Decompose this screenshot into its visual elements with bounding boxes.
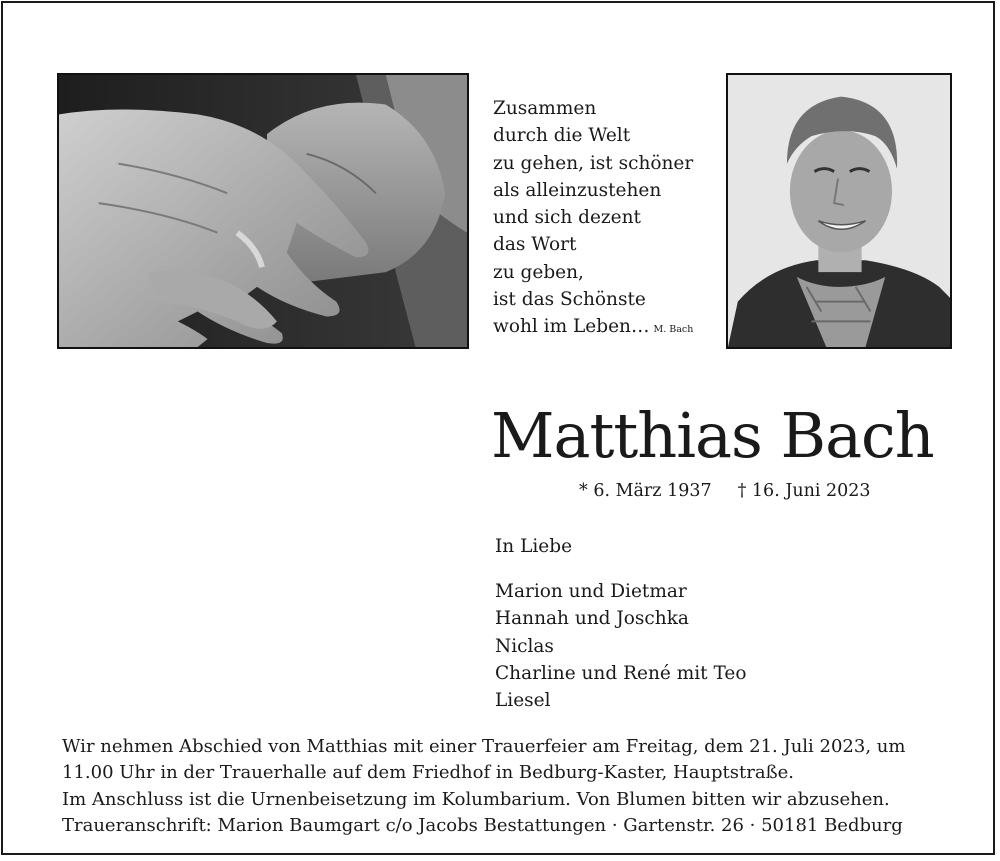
mourners-list: [495, 578, 746, 714]
poem-line: zu gehen, ist schöner: [493, 152, 694, 174]
poem-line: zu geben,: [493, 261, 584, 283]
poem-line: und sich dezent: [493, 207, 641, 229]
notice-line: Wir nehmen Abschied von Matthias mit einer Trauerfeier am Freitag, dem 21. Juli 2023, um: [62, 736, 906, 757]
obituary-card: [1, 1, 995, 855]
poem-last-line: [493, 313, 723, 343]
funeral-notice: [62, 734, 962, 839]
death-date: † 16. Juni 2023: [737, 481, 871, 501]
poem-line: wohl im Leben…: [493, 316, 650, 338]
deceased-name: Matthias Bach: [491, 399, 934, 472]
in-love-intro: In Liebe: [495, 536, 573, 557]
notice-address: Traueranschrift: Marion Baumgart c/o Jacobs Bestattungen · Gartenstr. 26 · 50181 Bedburg: [62, 814, 903, 836]
mourner-name: Liesel: [495, 690, 551, 712]
life-dates: [579, 481, 871, 501]
poem-line: Zusammen: [493, 98, 597, 119]
mourner-name: Niclas: [495, 635, 554, 657]
poem-line: durch die Welt: [493, 125, 631, 147]
notice-line: Im Anschluss ist die Urnenbeisetzung im Kolumbarium. Von Blumen bitten wir abzusehen.: [62, 788, 890, 810]
poem-line: als alleinzustehen: [493, 179, 662, 201]
notice-line: 11.00 Uhr in der Trauerhalle auf dem Friedhof in Bedburg-Kaster, Hauptstraße.: [62, 762, 794, 784]
holding-hands-photo: [57, 73, 469, 349]
poem-line: das Wort: [493, 234, 577, 256]
portrait-photo: [726, 73, 952, 349]
mourner-name: Marion und Dietmar: [495, 581, 687, 602]
poem-author: M. Bach: [653, 324, 694, 336]
birth-date: * 6. März 1937: [579, 481, 712, 501]
poem-line: ist das Schönste: [493, 289, 646, 311]
mourner-name: Charline und René mit Teo: [495, 662, 747, 684]
mourner-name: Hannah und Joschka: [495, 608, 689, 630]
portrait-image: [728, 75, 950, 347]
poem: [493, 95, 723, 344]
holding-hands-image: [59, 75, 467, 347]
